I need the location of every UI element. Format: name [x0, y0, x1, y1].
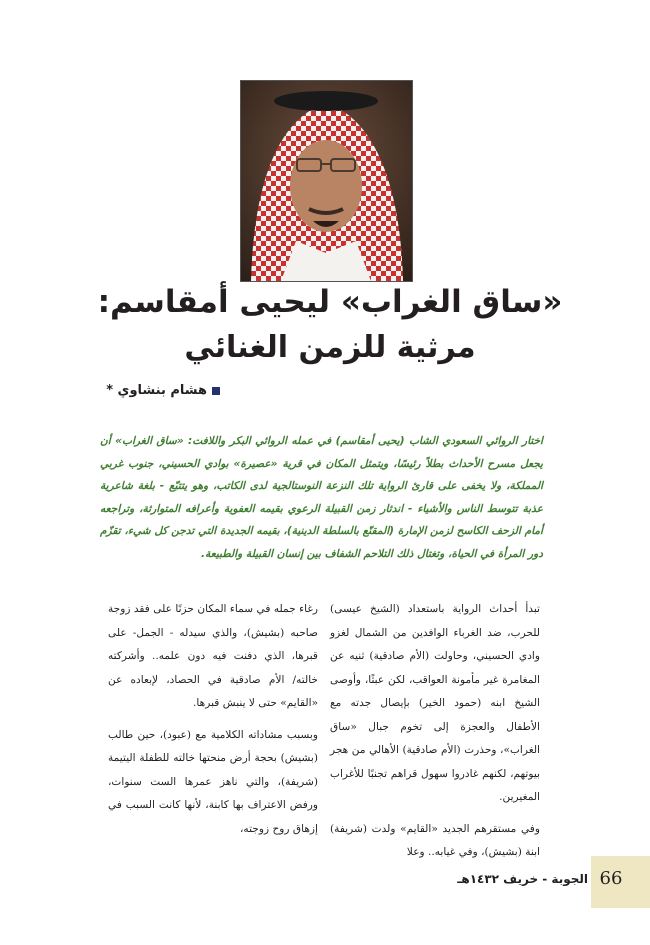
- article-title-line-2: مرثية للزمن الغنائي: [184, 330, 476, 365]
- article-title-line-1: «ساق الغراب» ليحيى أمقاسم:: [97, 284, 563, 320]
- portrait-illustration: [241, 81, 412, 281]
- byline-square-icon: [212, 387, 220, 395]
- author-portrait: [240, 80, 413, 282]
- author-byline: [80, 383, 220, 398]
- body-paragraph: وفي مستقرهم الجديد «القايم» ولدت (شريفة) ابنة (بشيش)، وفي غيابه.. وعلا: [330, 822, 540, 858]
- article-lead-paragraph: اختار الروائي السعودي الشاب (يحيى أمقاسم) في عمله الروائي البكر واللافت: «ساق الغراب» أن يجعل مسرح الأحداث بطلاً رئيسًا، ويتمثل المكان في قرية «عصيرة» بوادي الحسيني، جنوب غربي المملكة، ولا يخفى على قارئ الرواية تلك النزعة النوستالجية لدى الكاتب، وهو يتتبّع - بلغة شاعرية عذبة تتوسط الناس والأشياء - اندثار زمن القبيلة الرعوي بقيمه العفوية وأعرافه المتوارثة، وتراجعه أمام الزحف الكاسح لزمن الإمارة (المقنّع بالسلطة الدينية)، بقيمه الجديدة التي تدجن كل شيء، تقزّم دور المرأة في الحياة، وتغتال ذلك التلاحم الشفاف بين إنسان القبيلة والطبيعة.: [100, 435, 543, 560]
- footer-magazine-issue: الجوبة - خريف ١٤٣٢هـ: [457, 872, 588, 886]
- page-number-box: [591, 856, 650, 908]
- body-column-left: [108, 598, 318, 849]
- page-number: 66: [599, 868, 623, 889]
- body-paragraph: تبدأ أحداث الرواية باستعداد (الشيخ عيسى) للحرب، ضد الغرباء الوافدين من الشمال لغزو وادي الحسيني، وحاولت (الأم صادقية) ثنيه عن المغامرة غير مأمونة العواقب، لكن عبثًا، وأوصى الشيخ ابنه (حمود الخير) بإيصال جدته مع الأطفال والعجزة إلى تخوم جبال «ساق الغراب»، وحذرت (الأم صادقية) الأهالي من هجر بيوتهم، لكنهم غادروا سهول قراهم تجنبًا للأغراب المغيرين.: [330, 603, 540, 803]
- body-paragraph: وبسبب مشاداته الكلامية مع (عبود)، حين طالب (بشيش) بحجة أرض منحتها خالته للطفلة اليتيمة (شريفة)، والتي ناهز عمرها الست سنوات، ورفض الاعتراف بها كابنة، لأنها كانت السبب في إزهاق روح زوجته،: [108, 728, 318, 835]
- body-paragraph: رغاء جمله في سماء المكان حزنًا على فقد زوجة صاحبه (بشيش)، والذي سيدله - الجمل- على قبرها، الذي دفنت فيه دون علمه.. وأشركته خالته/ الأم صادقية في الحصاد، لإبعاده عن «القايم» حتى لا ينبش قبرها.: [108, 603, 318, 709]
- author-name: هشام بنشاوي *: [106, 383, 207, 398]
- body-column-right: [330, 598, 540, 873]
